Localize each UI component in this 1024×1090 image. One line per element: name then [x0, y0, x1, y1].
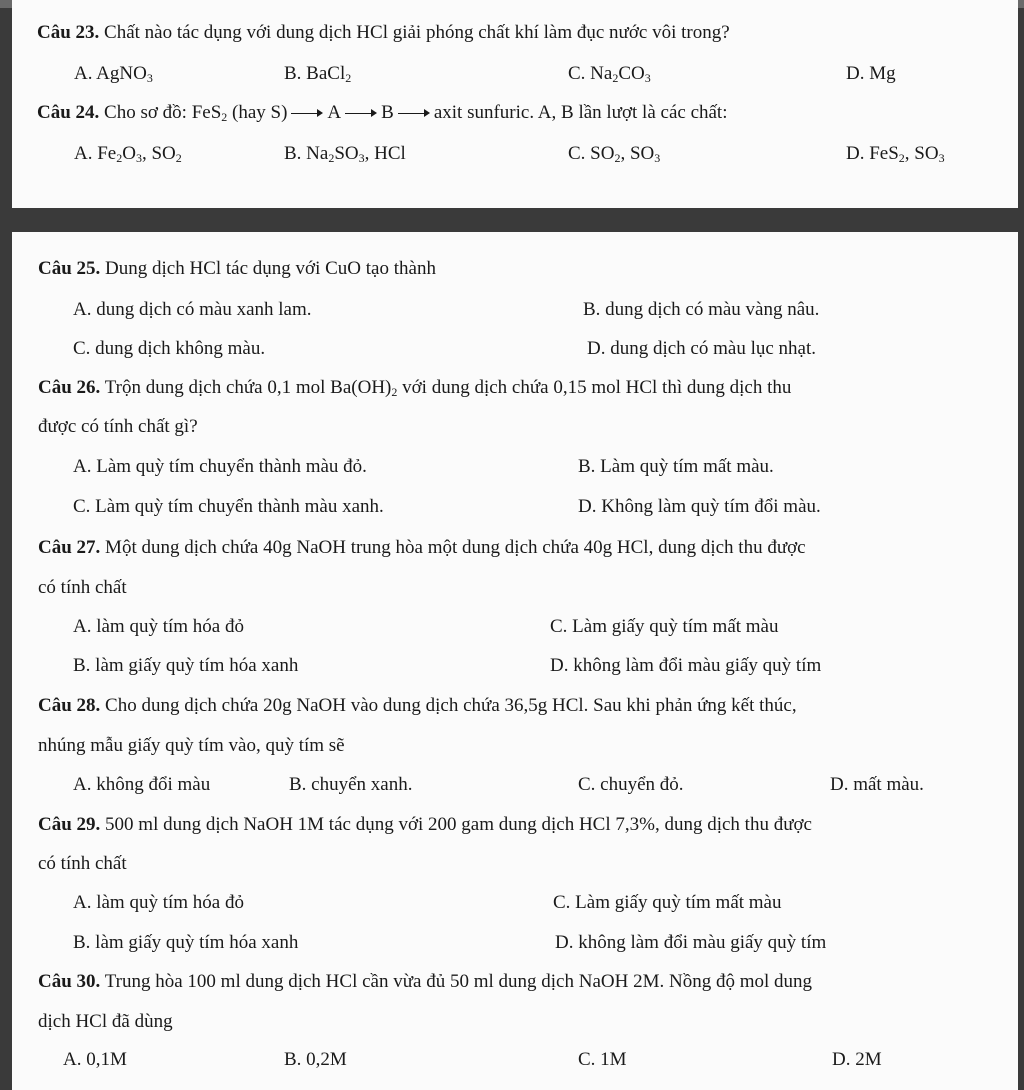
question-number: Câu 23. [37, 22, 100, 43]
q24-option-d: D. FeS$_2$, $SO_3$ [846, 143, 945, 165]
question-23 [37, 21, 730, 45]
q27-option-d: D. không làm đổi màu giấy quỳ tím [550, 655, 822, 676]
q30-option-d: D. 2M [832, 1049, 882, 1070]
arrow-icon [291, 108, 323, 118]
question-28 [38, 694, 797, 718]
question-text: 500 ml dung dịch NaOH 1M tác dụng với 200 gam dung dịch HCl 7,3%, dung dịch thu được [105, 814, 812, 835]
question-number: Câu 29. [38, 814, 101, 835]
worksheet-page-top [12, 0, 1018, 208]
q29-option-d: D. không làm đổi màu giấy quỳ tím [555, 932, 827, 953]
question-number: Câu 28. [38, 695, 101, 716]
q28-option-b: B. chuyển xanh. [289, 774, 413, 795]
question-28-line2: nhúng mẫu giấy quỳ tím vào, quỳ tím sẽ [38, 735, 345, 756]
question-27 [38, 536, 806, 560]
question-27-line2: có tính chất [38, 577, 127, 598]
q29-option-a: A. làm quỳ tím hóa đỏ [73, 892, 244, 913]
q26-option-a: A. Làm quỳ tím chuyển thành màu đỏ. [73, 456, 367, 477]
question-29 [38, 813, 812, 837]
worksheet-page-main [12, 232, 1018, 1090]
question-text: Một dung dịch chứa 40g NaOH trung hòa một dung dịch chứa 40g HCl, dung dịch thu được [105, 537, 806, 558]
q24-option-a: A. $Fe_2O_3$, $SO_2$ [74, 143, 182, 165]
q27-option-c: C. Làm giấy quỳ tím mất màu [550, 616, 779, 637]
q28-option-c: C. chuyển đỏ. [578, 774, 684, 795]
q26-option-c: C. Làm quỳ tím chuyển thành màu xanh. [73, 496, 384, 517]
question-25 [38, 257, 436, 281]
question-number: Câu 24. [37, 102, 100, 123]
question-number: Câu 30. [38, 971, 101, 992]
q30-option-c: C. 1M [578, 1049, 627, 1070]
question-26: Câu 26. Trộn dung dịch chứa 0,1 mol $Ba(OH)_2$ với dung dịch chứa 0,15 mol HCl thì dung dịch thu [38, 377, 792, 399]
q30-option-b: B. 0,2M [284, 1049, 347, 1070]
q27-option-b: B. làm giấy quỳ tím hóa xanh [73, 655, 299, 676]
question-29-line2: có tính chất [38, 853, 127, 874]
q25-option-b: B. dung dịch có màu vàng nâu. [583, 299, 820, 320]
q23-option-c: C. $Na_2CO_3$ [568, 63, 651, 85]
q25-option-a: A. dung dịch có màu xanh lam. [73, 299, 312, 320]
q23-option-b: B. BaCl$_2$ [284, 63, 352, 85]
question-number: Câu 27. [38, 537, 101, 558]
q24-option-b: B. $Na_2SO_3$, HCl [284, 143, 406, 165]
arrow-icon [345, 108, 377, 118]
q23-option-d: D. Mg [846, 63, 896, 84]
q30-option-a: A. 0,1M [63, 1049, 127, 1070]
q26-option-b: B. Làm quỳ tím mất màu. [578, 456, 774, 477]
q25-option-d: D. dung dịch có màu lục nhạt. [587, 338, 817, 359]
question-text: Trung hòa 100 ml dung dịch HCl cần vừa đủ 50 ml dung dịch NaOH 2M. Nồng độ mol dung [104, 971, 812, 992]
question-number: Câu 26. [38, 377, 101, 398]
question-number: Câu 25. [38, 258, 101, 279]
arrow-icon [398, 108, 430, 118]
question-30-line2: dịch HCl đã dùng [38, 1011, 173, 1032]
q24-option-c: C. $SO_2$, $SO_3$ [568, 143, 661, 165]
q25-option-c: C. dung dịch không màu. [73, 338, 266, 359]
question-24: Câu 24. Cho sơ đồ: FeS$_2$ (hay S) A B axit sunfuric. A, B lần lượt là các chất: [37, 102, 728, 124]
q23-option-a: A. AgNO$_3$ [74, 63, 153, 85]
q28-option-a: A. không đổi màu [73, 774, 211, 795]
q29-option-c: C. Làm giấy quỳ tím mất màu [553, 892, 782, 913]
question-30 [38, 970, 812, 994]
question-text: Dung dịch HCl tác dụng với CuO tạo thành [105, 258, 436, 279]
question-text: Cho dung dịch chứa 20g NaOH vào dung dịch chứa 36,5g HCl. Sau khi phản ứng kết thúc, [105, 695, 797, 716]
question-26-line2: được có tính chất gì? [38, 416, 198, 437]
question-text: Chất nào tác dụng với dung dịch HCl giải phóng chất khí làm đục nước vôi trong? [104, 22, 730, 43]
q26-option-d: D. Không làm quỳ tím đổi màu. [578, 496, 821, 517]
q29-option-b: B. làm giấy quỳ tím hóa xanh [73, 932, 299, 953]
q28-option-d: D. mất màu. [830, 774, 924, 795]
q27-option-a: A. làm quỳ tím hóa đỏ [73, 616, 244, 637]
